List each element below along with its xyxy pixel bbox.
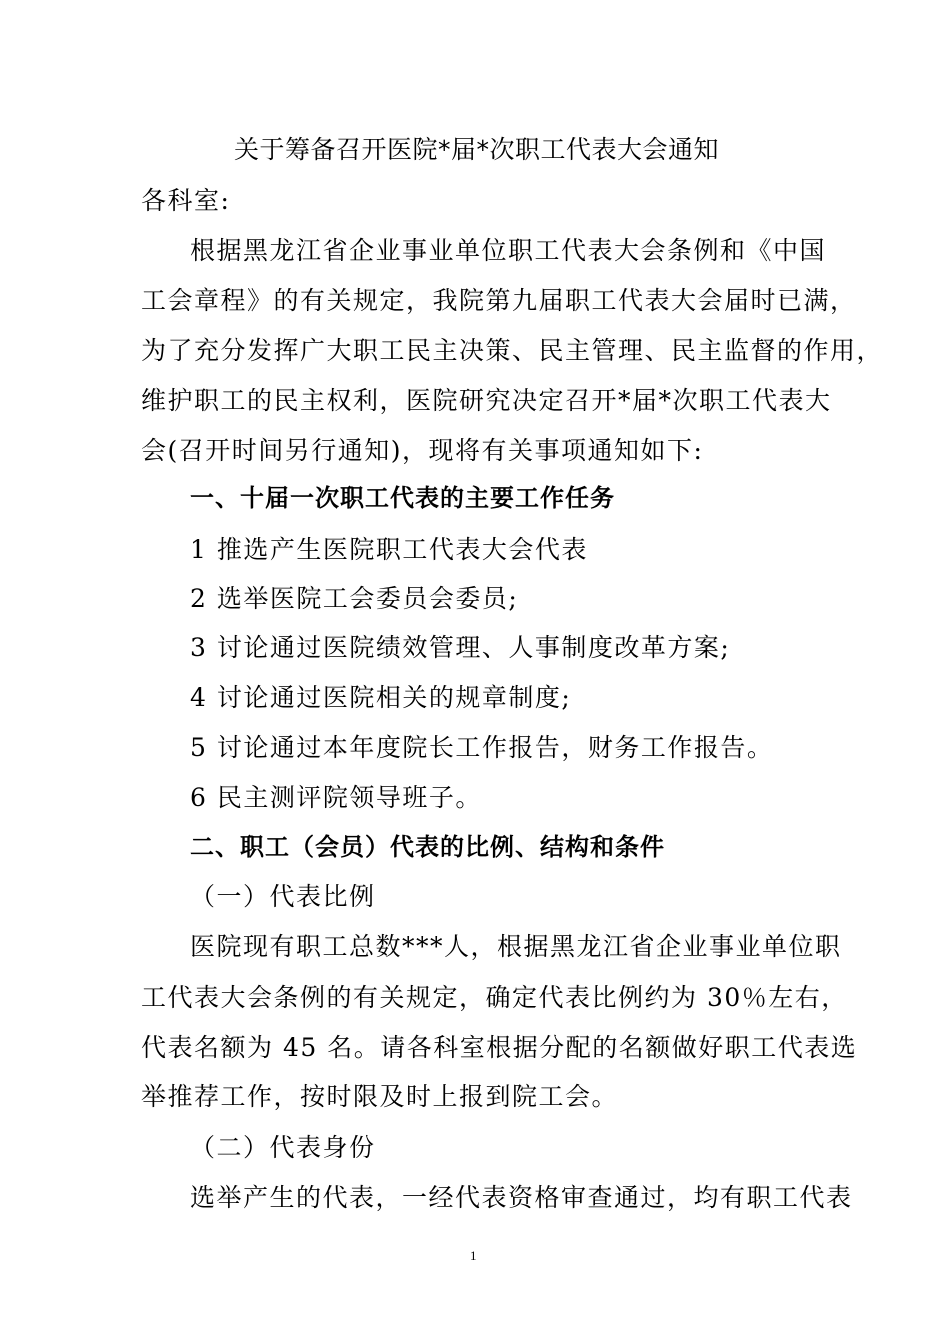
list-item: 1 推选产生医院职工代表大会代表 bbox=[190, 535, 588, 564]
salutation: 各科室: bbox=[141, 186, 231, 215]
body-line: 代表名额为 45 名。请各科室根据分配的名额做好职工代表选 bbox=[141, 1033, 858, 1062]
intro-line: 为了充分发挥广大职工民主决策、民主管理、民主监督的作用， bbox=[141, 336, 884, 365]
intro-line: 维护职工的民主权利，医院研究决定召开*届*次职工代表大 bbox=[141, 386, 832, 415]
page-number: 1 bbox=[470, 1248, 477, 1263]
section-heading: 一、十届一次职工代表的主要工作任务 bbox=[190, 484, 615, 512]
body-line: 选举产生的代表，一经代表资格审查通过，均有职工代表 bbox=[190, 1183, 853, 1212]
subsection-heading: （二）代表身份 bbox=[190, 1133, 376, 1162]
document-title: 关于筹备召开医院*届*次职工代表大会通知 bbox=[234, 135, 720, 164]
body-line: 举推荐工作，按时限及时上报到院工会。 bbox=[141, 1082, 619, 1111]
body-line: 工代表大会条例的有关规定，确定代表比例约为 30％左右， bbox=[141, 983, 848, 1012]
list-item: 6 民主测评院领导班子。 bbox=[190, 783, 482, 812]
intro-line: 会(召开时间另行通知)，现将有关事项通知如下: bbox=[141, 436, 704, 465]
list-item: 5 讨论通过本年度院长工作报告，财务工作报告。 bbox=[190, 733, 774, 762]
list-item: 3 讨论通过医院绩效管理、人事制度改革方案; bbox=[190, 633, 731, 662]
section-heading: 二、职工（会员）代表的比例、结构和条件 bbox=[190, 833, 665, 861]
list-item: 2 选举医院工会委员会委员; bbox=[190, 584, 519, 613]
subsection-heading: （一）代表比例 bbox=[190, 882, 376, 911]
intro-line: 工会章程》的有关规定，我院第九届职工代表大会届时已满， bbox=[141, 286, 857, 315]
body-line: 医院现有职工总数***人，根据黑龙江省企业事业单位职 bbox=[190, 932, 842, 961]
list-item: 4 讨论通过医院相关的规章制度; bbox=[190, 683, 572, 712]
intro-line: 根据黑龙江省企业事业单位职工代表大会条例和《中国 bbox=[190, 236, 827, 265]
